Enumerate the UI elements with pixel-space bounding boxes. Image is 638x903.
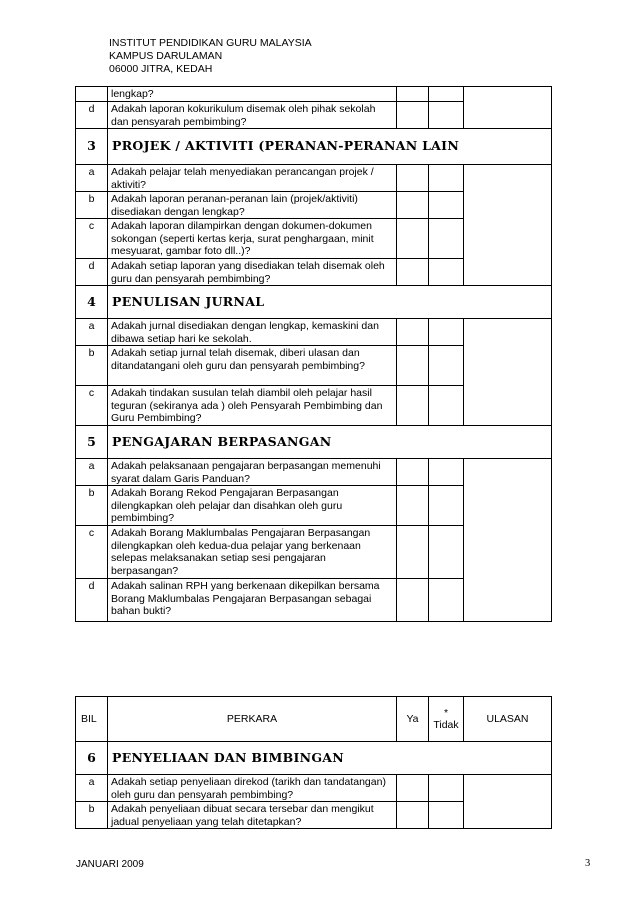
item-text: Adakah setiap laporan yang disediakan telah disemak oleh guru dan pensyarah pembimbing? xyxy=(108,259,397,286)
checklist-table-2 xyxy=(75,696,552,829)
item-letter: c xyxy=(76,386,108,426)
tidak-cell[interactable] xyxy=(429,579,464,622)
tidak-label: Tidak xyxy=(433,719,459,731)
column-header-ya: Ya xyxy=(397,697,429,742)
item-text: Adakah jurnal disediakan dengan lengkap, kemaskini dan dibawa setiap hari ke sekolah. xyxy=(108,319,397,346)
item-text: Adakah pelaksanaan pengajaran berpasangan memenuhi syarat dalam Garis Panduan? xyxy=(108,459,397,486)
item-text: Adakah laporan peranan-peranan lain (projek/aktiviti) disediakan dengan lengkap? xyxy=(108,192,397,219)
page-number: 3 xyxy=(585,858,591,869)
tidak-cell[interactable] xyxy=(429,219,464,259)
tidak-cell[interactable] xyxy=(429,526,464,579)
section-header-row xyxy=(76,742,552,775)
item-text: Adakah pelajar telah menyediakan perancangan projek / aktiviti? xyxy=(108,165,397,192)
tidak-cell[interactable] xyxy=(429,259,464,286)
ya-cell[interactable] xyxy=(397,102,429,129)
table-row xyxy=(76,775,552,802)
item-letter: b xyxy=(76,192,108,219)
section-number: 4 xyxy=(76,286,108,319)
tidak-cell[interactable] xyxy=(429,459,464,486)
item-letter: b xyxy=(76,486,108,526)
table-row xyxy=(76,459,552,486)
ya-cell[interactable] xyxy=(397,192,429,219)
tidak-cell[interactable] xyxy=(429,486,464,526)
tidak-cell[interactable] xyxy=(429,346,464,386)
section-title: PENULISAN JURNAL xyxy=(108,286,552,319)
ulasan-cell[interactable] xyxy=(464,459,552,622)
tidak-asterisk: * xyxy=(443,706,449,719)
item-letter: a xyxy=(76,165,108,192)
ya-cell[interactable] xyxy=(397,802,429,829)
table-row xyxy=(76,87,552,102)
ya-cell[interactable] xyxy=(397,259,429,286)
tidak-cell[interactable] xyxy=(429,386,464,426)
item-letter: a xyxy=(76,319,108,346)
institute-header xyxy=(109,37,312,76)
table-row xyxy=(76,319,552,346)
header-line-3: 06000 JITRA, KEDAH xyxy=(109,63,213,75)
ulasan-cell[interactable] xyxy=(464,165,552,286)
column-header-ulasan: ULASAN xyxy=(464,697,552,742)
tidak-cell[interactable] xyxy=(429,87,464,102)
ya-cell[interactable] xyxy=(397,346,429,386)
column-header-perkara: PERKARA xyxy=(108,697,397,742)
ya-cell[interactable] xyxy=(397,486,429,526)
item-letter: b xyxy=(76,346,108,386)
item-text: Adakah Borang Rekod Pengajaran Berpasangan dilengkapkan oleh pelajar dan disahkan oleh guru pembimbing? xyxy=(108,486,397,526)
item-letter: d xyxy=(76,102,108,129)
item-text: Adakah setiap penyeliaan direkod (tarikh dan tandatangan) oleh guru dan pensyarah pembimbing? xyxy=(108,775,397,802)
item-letter: b xyxy=(76,802,108,829)
column-header-tidak xyxy=(429,697,464,742)
ya-cell[interactable] xyxy=(397,319,429,346)
ulasan-cell[interactable] xyxy=(464,775,552,829)
ya-cell[interactable] xyxy=(397,386,429,426)
item-letter: a xyxy=(76,775,108,802)
item-text: Adakah laporan kokurikulum disemak oleh pihak sekolah dan pensyarah pembimbing? xyxy=(108,102,397,129)
tidak-cell[interactable] xyxy=(429,319,464,346)
ya-cell[interactable] xyxy=(397,87,429,102)
item-letter: c xyxy=(76,526,108,579)
item-text: Adakah penyeliaan dibuat secara tersebar dan mengikut jadual penyeliaan yang telah ditetapkan? xyxy=(108,802,397,829)
table-row xyxy=(76,165,552,192)
tidak-cell[interactable] xyxy=(429,192,464,219)
column-header-bil: BIL xyxy=(76,697,108,742)
tidak-cell[interactable] xyxy=(429,102,464,129)
section-number: 6 xyxy=(76,742,108,775)
section-title: PENGAJARAN BERPASANGAN xyxy=(108,426,552,459)
ya-cell[interactable] xyxy=(397,219,429,259)
item-text: Adakah tindakan susulan telah diambil oleh pelajar hasil teguran (sekiranya ada ) oleh Pensyarah Pembimbing dan Guru Pembimbing? xyxy=(108,386,397,426)
section-number: 5 xyxy=(76,426,108,459)
item-letter: a xyxy=(76,459,108,486)
section-title: PROJEK / AKTIVITI (PERANAN-PERANAN LAIN xyxy=(108,129,552,165)
ya-cell[interactable] xyxy=(397,775,429,802)
tidak-cell[interactable] xyxy=(429,165,464,192)
item-text: lengkap? xyxy=(108,87,397,102)
item-text: Adakah Borang Maklumbalas Pengajaran Berpasangan dilengkapkan oleh kedua-dua pelajar yang berkenaan selepas melaksanakan setiap sesi pengajaran berpasangan? xyxy=(108,526,397,579)
section-number: 3 xyxy=(76,129,108,165)
ya-cell[interactable] xyxy=(397,165,429,192)
item-letter: c xyxy=(76,219,108,259)
table-header-row xyxy=(76,697,552,742)
header-line-1: INSTITUT PENDIDIKAN GURU MALAYSIA xyxy=(109,37,312,49)
footer-date: JANUARI 2009 xyxy=(76,859,144,870)
item-letter: d xyxy=(76,259,108,286)
checklist-table-1 xyxy=(75,86,552,622)
ya-cell[interactable] xyxy=(397,526,429,579)
section-title: PENYELIAAN DAN BIMBINGAN xyxy=(108,742,552,775)
ya-cell[interactable] xyxy=(397,459,429,486)
tidak-cell[interactable] xyxy=(429,802,464,829)
item-text: Adakah salinan RPH yang berkenaan dikepilkan bersama Borang Maklumbalas Pengajaran Berpasangan sebagai bahan bukti? xyxy=(108,579,397,622)
ulasan-cell[interactable] xyxy=(464,319,552,426)
item-letter: d xyxy=(76,579,108,622)
ya-cell[interactable] xyxy=(397,579,429,622)
section-header-row xyxy=(76,129,552,165)
section-header-row xyxy=(76,286,552,319)
section-header-row xyxy=(76,426,552,459)
ulasan-cell[interactable] xyxy=(464,87,552,129)
tidak-cell[interactable] xyxy=(429,775,464,802)
header-line-2: KAMPUS DARULAMAN xyxy=(109,50,223,62)
item-text: Adakah laporan dilampirkan dengan dokumen-dokumen sokongan (seperti kertas kerja, surat penghargaan, minit mesyuarat, gambar foto dll..)? xyxy=(108,219,397,259)
item-text: Adakah setiap jurnal telah disemak, diberi ulasan dan ditandatangani oleh guru dan pensyarah pembimbing? xyxy=(108,346,397,386)
